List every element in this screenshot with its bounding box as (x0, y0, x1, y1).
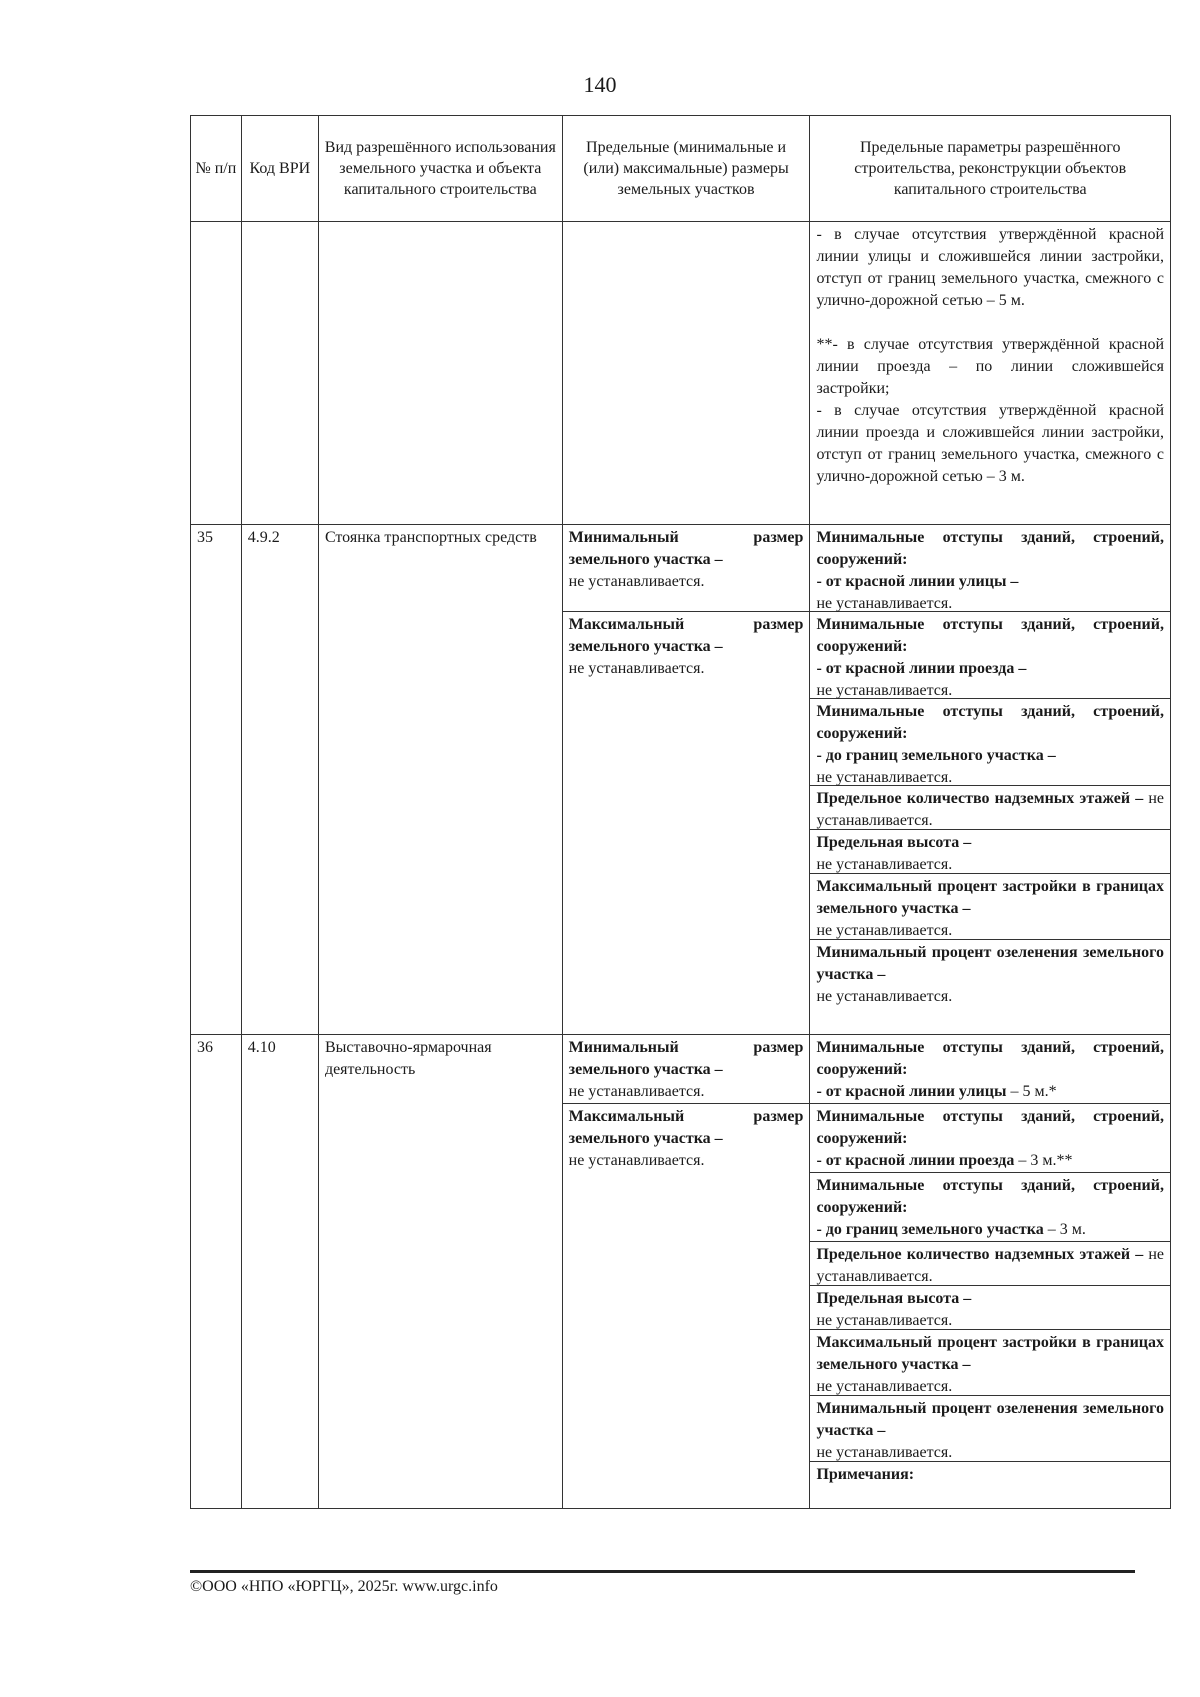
param-block: Минимальные отступы зданий, строений, сооружений: - от красной линии улицы – 5 м.* (810, 1035, 1170, 1104)
regulations-table (190, 115, 1171, 1509)
notes-label: Примечания: (816, 1466, 915, 1483)
row-number: 35 (191, 525, 242, 1035)
plot-size-cell (562, 525, 810, 1035)
param-block: Минимальные отступы зданий, строений, сооружений: - от красной линии проезда – 3 м.** (810, 1104, 1170, 1173)
param-block: Предельная высота – не устанавливается. (810, 830, 1170, 874)
param-block: Минимальные отступы зданий, строений, сооружений: - от красной линии проезда – не устанавливается. (810, 612, 1170, 699)
min-size-label: Минимальный размер земельного участка – (568, 529, 804, 568)
plot-size-cell (562, 1035, 810, 1509)
table-row-36 (191, 1035, 1171, 1509)
min-size-block (563, 1035, 810, 1104)
header-code: Код ВРИ (241, 116, 318, 222)
param-block: Максимальный процент застройки в границах земельного участка – не устанавливается. (810, 1330, 1170, 1396)
row-use-type: Стоянка транспортных средств (318, 525, 562, 1035)
param-block: Предельное количество надземных этажей – не устанавливается. (810, 786, 1170, 830)
min-size-block (563, 525, 810, 612)
header-parameters: Предельные параметры разрешённого строительства, реконструкции объектов капитального строительства (810, 116, 1171, 222)
param-block: Минимальные отступы зданий, строений, сооружений: - до границ земельного участка – 3 м. (810, 1173, 1170, 1242)
param-block: Предельная высота – не устанавливается. (810, 1286, 1170, 1330)
parameters-cell (810, 525, 1171, 1035)
min-size-value: не устанавливается. (568, 573, 705, 590)
table-header-row (191, 116, 1171, 222)
max-size-block (563, 612, 810, 681)
continuation-cell (810, 222, 1171, 525)
max-size-value: не устанавливается. (568, 1152, 705, 1169)
notes-block (810, 1462, 1170, 1487)
table-row-35 (191, 525, 1171, 1035)
param-block: Максимальный процент застройки в границах земельного участка – не устанавливается. (810, 874, 1170, 940)
parameters-cell (810, 1035, 1171, 1509)
row-code: 4.10 (241, 1035, 318, 1509)
continuation-paragraph: **- в случае отсутствия утверждённой красной линии проезда – по линии сложившейся застройки; (816, 336, 1164, 397)
row-use-type: Выставочно-ярмарочная деятельность (318, 1035, 562, 1509)
table-row-continuation (191, 222, 1171, 525)
continuation-paragraph: - в случае отсутствия утверждённой красной линии проезда и сложившейся линии застройки, отступ от границ земельного участка, смежного с улично-дорожной сетью – 3 м. (816, 402, 1164, 485)
footer-divider (190, 1570, 1135, 1573)
page-number: 140 (583, 72, 617, 97)
max-size-block (563, 1104, 810, 1173)
header-plot-size: Предельные (минимальные и (или) максимальные) размеры земельных участков (562, 116, 810, 222)
param-block: Минимальные отступы зданий, строений, сооружений: - до границ земельного участка – не устанавливается. (810, 699, 1170, 786)
min-size-value: не устанавливается. (568, 1083, 705, 1100)
row-number: 36 (191, 1035, 242, 1509)
continuation-paragraph: - в случае отсутствия утверждённой красной линии улицы и сложившейся линии застройки, отступ от границ земельного участка, смежного с улично-дорожной сетью – 5 м. (816, 226, 1164, 309)
footer-copyright: ©ООО «НПО «ЮРГЦ», 2025г. www.urgc.info (190, 1578, 498, 1595)
max-size-label: Максимальный размер земельного участка – (568, 1108, 804, 1147)
row-code: 4.9.2 (241, 525, 318, 1035)
max-size-label: Максимальный размер земельного участка – (568, 616, 804, 655)
param-block: Минимальные отступы зданий, строений, сооружений: - от красной линии улицы – не устанавливается. (810, 525, 1170, 612)
param-block: Минимальный процент озеленения земельного участка – не устанавливается. (816, 944, 1164, 1005)
param-block: Минимальный процент озеленения земельного участка – не устанавливается. (810, 1396, 1170, 1462)
param-block: Предельное количество надземных этажей – не устанавливается. (810, 1242, 1170, 1286)
header-use-type: Вид разрешённого использования земельного участка и объекта капитального строительства (318, 116, 562, 222)
min-size-label: Минимальный размер земельного участка – (568, 1039, 804, 1078)
header-number: № п/п (191, 116, 242, 222)
max-size-value: не устанавливается. (568, 660, 705, 677)
